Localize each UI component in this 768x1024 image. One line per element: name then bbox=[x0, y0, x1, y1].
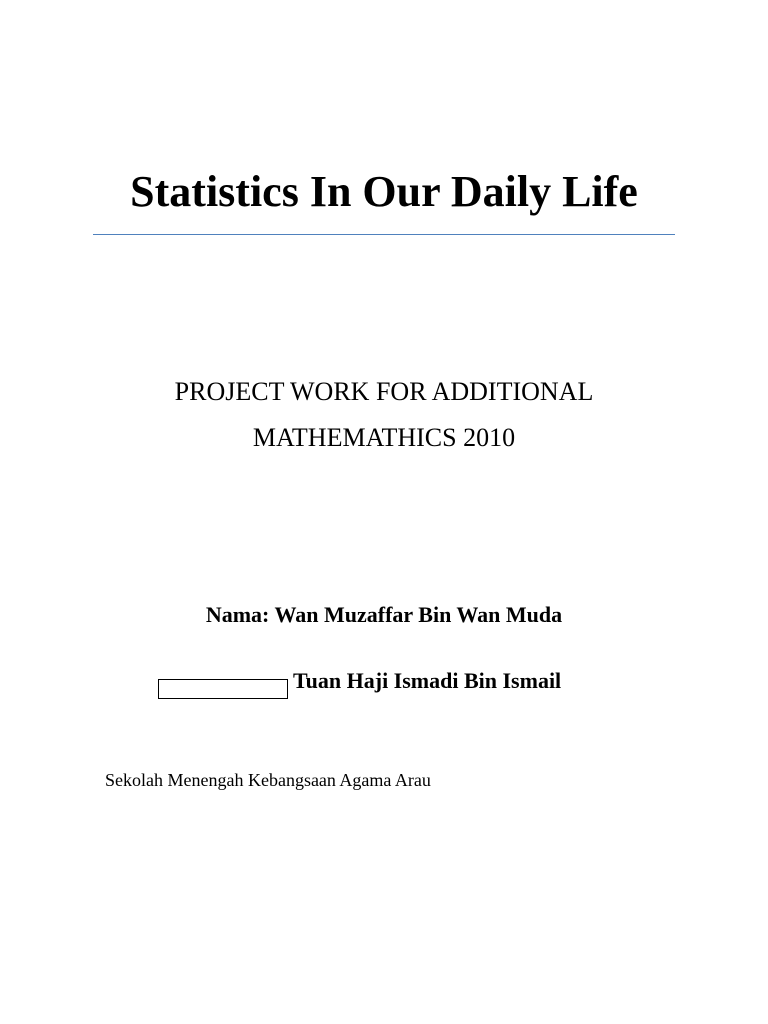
blank-label-box bbox=[158, 679, 288, 699]
project-subtitle-line-2: MATHEMATHICS 2010 bbox=[252, 423, 516, 452]
title-underline-rule bbox=[93, 234, 675, 235]
teacher-name: Tuan Haji Ismadi Bin Ismail bbox=[293, 668, 562, 693]
student-name: Nama: Wan Muzaffar Bin Wan Muda bbox=[205, 602, 563, 627]
school-name: Sekolah Menengah Kebangsaan Agama Arau bbox=[105, 770, 431, 790]
teacher-line bbox=[158, 667, 561, 699]
project-subtitle-line-1: PROJECT WORK FOR ADDITIONAL bbox=[174, 377, 594, 406]
document-title: Statistics In Our Daily Life bbox=[130, 167, 638, 216]
